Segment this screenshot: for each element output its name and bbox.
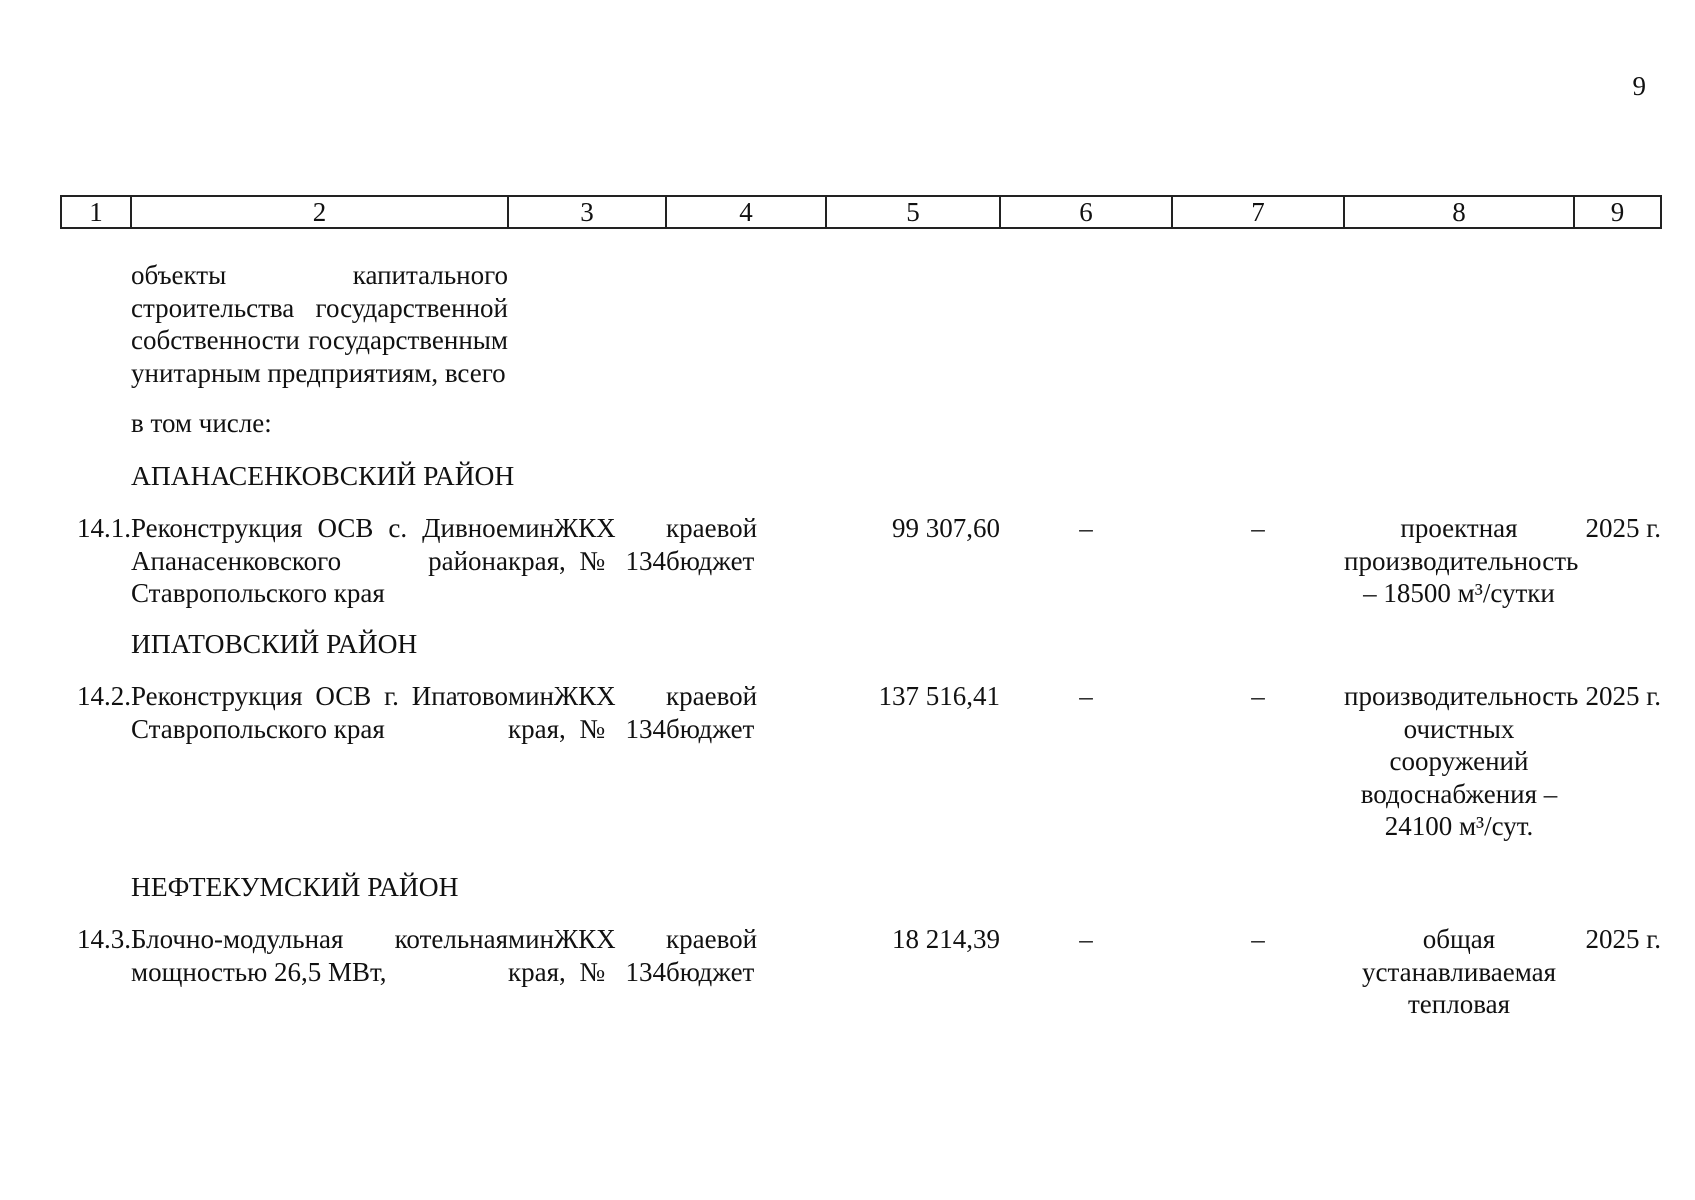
- agency-line: края, № 134: [508, 713, 666, 744]
- table-row: [61, 512, 1661, 610]
- budget-line: краевой: [666, 681, 758, 711]
- completion-year: 2025 г.: [1585, 924, 1661, 954]
- column-header-9: 9: [1574, 196, 1661, 228]
- budget-line: бюджет: [666, 545, 755, 576]
- including-row: [61, 407, 1661, 440]
- funding-source: [666, 512, 826, 610]
- funding-source: [666, 923, 826, 1021]
- including-label: в том числе:: [131, 408, 272, 438]
- table-row: [61, 680, 1661, 843]
- agency-line: минЖКХ: [508, 513, 616, 543]
- district-row: [61, 628, 1661, 661]
- table-row: [61, 923, 1661, 1021]
- col7-value: –: [1251, 681, 1265, 711]
- responsible-agency: [508, 680, 666, 843]
- agency-line: края, № 134: [508, 956, 666, 987]
- column-header-7: 7: [1172, 196, 1344, 228]
- budget-line: бюджет: [666, 956, 755, 987]
- intro-title: объекты капитального строительства государственной собственности государственным унитарным предприятиям, всего: [131, 260, 508, 388]
- budget-line: краевой: [666, 513, 758, 543]
- row-number: 14.2.: [77, 681, 131, 711]
- district-row: [61, 460, 1661, 493]
- result-indicator: проектная производительность – 18500 м³/сутки: [1344, 513, 1579, 608]
- page-number: 9: [1632, 71, 1646, 101]
- intro-row: [61, 259, 1661, 389]
- amount-value: 99 307,60: [892, 513, 1000, 543]
- district-heading: АПАНАСЕНКОВСКИЙ РАЙОН: [131, 459, 515, 491]
- amount-value: 137 516,41: [878, 681, 1000, 711]
- responsible-agency: [508, 923, 666, 1021]
- row-number: 14.1.: [77, 513, 131, 543]
- district-row: [61, 871, 1661, 904]
- col6-value: –: [1079, 681, 1093, 711]
- row-number: 14.3.: [77, 924, 131, 954]
- column-header-3: 3: [508, 196, 666, 228]
- result-indicator: производительность очистных сооружений водоснабжения – 24100 м³/сут.: [1344, 681, 1579, 841]
- responsible-agency: [508, 512, 666, 610]
- amount-value: 18 214,39: [892, 924, 1000, 954]
- program-table: [60, 195, 1662, 1021]
- object-name: Реконструкция ОСВ с. Дивное Апанасенковского района Ставропольского края: [131, 513, 508, 608]
- completion-year: 2025 г.: [1585, 681, 1661, 711]
- district-heading: ИПАТОВСКИЙ РАЙОН: [131, 627, 418, 659]
- object-name: Реконструкция ОСВ г. Ипатово Ставропольского края: [131, 681, 508, 744]
- column-header-2: 2: [131, 196, 508, 228]
- column-header-4: 4: [666, 196, 826, 228]
- budget-line: бюджет: [666, 713, 755, 744]
- budget-line: краевой: [666, 924, 758, 954]
- table-header: [61, 196, 1661, 228]
- funding-source: [666, 680, 826, 843]
- column-header-5: 5: [826, 196, 1000, 228]
- district-heading: НЕФТЕКУМСКИЙ РАЙОН: [131, 870, 459, 902]
- completion-year: 2025 г.: [1585, 513, 1661, 543]
- column-header-6: 6: [1000, 196, 1172, 228]
- col6-value: –: [1079, 924, 1093, 954]
- col6-value: –: [1079, 513, 1093, 543]
- agency-line: минЖКХ: [508, 924, 616, 954]
- col7-value: –: [1251, 924, 1265, 954]
- agency-line: края, № 134: [508, 545, 666, 576]
- column-header-8: 8: [1344, 196, 1574, 228]
- col7-value: –: [1251, 513, 1265, 543]
- agency-line: минЖКХ: [508, 681, 616, 711]
- object-name: Блочно-модульная котельная мощностью 26,5 МВт,: [131, 924, 508, 987]
- result-indicator: общая устанавливаемая тепловая: [1361, 924, 1556, 1019]
- column-header-1: 1: [61, 196, 131, 228]
